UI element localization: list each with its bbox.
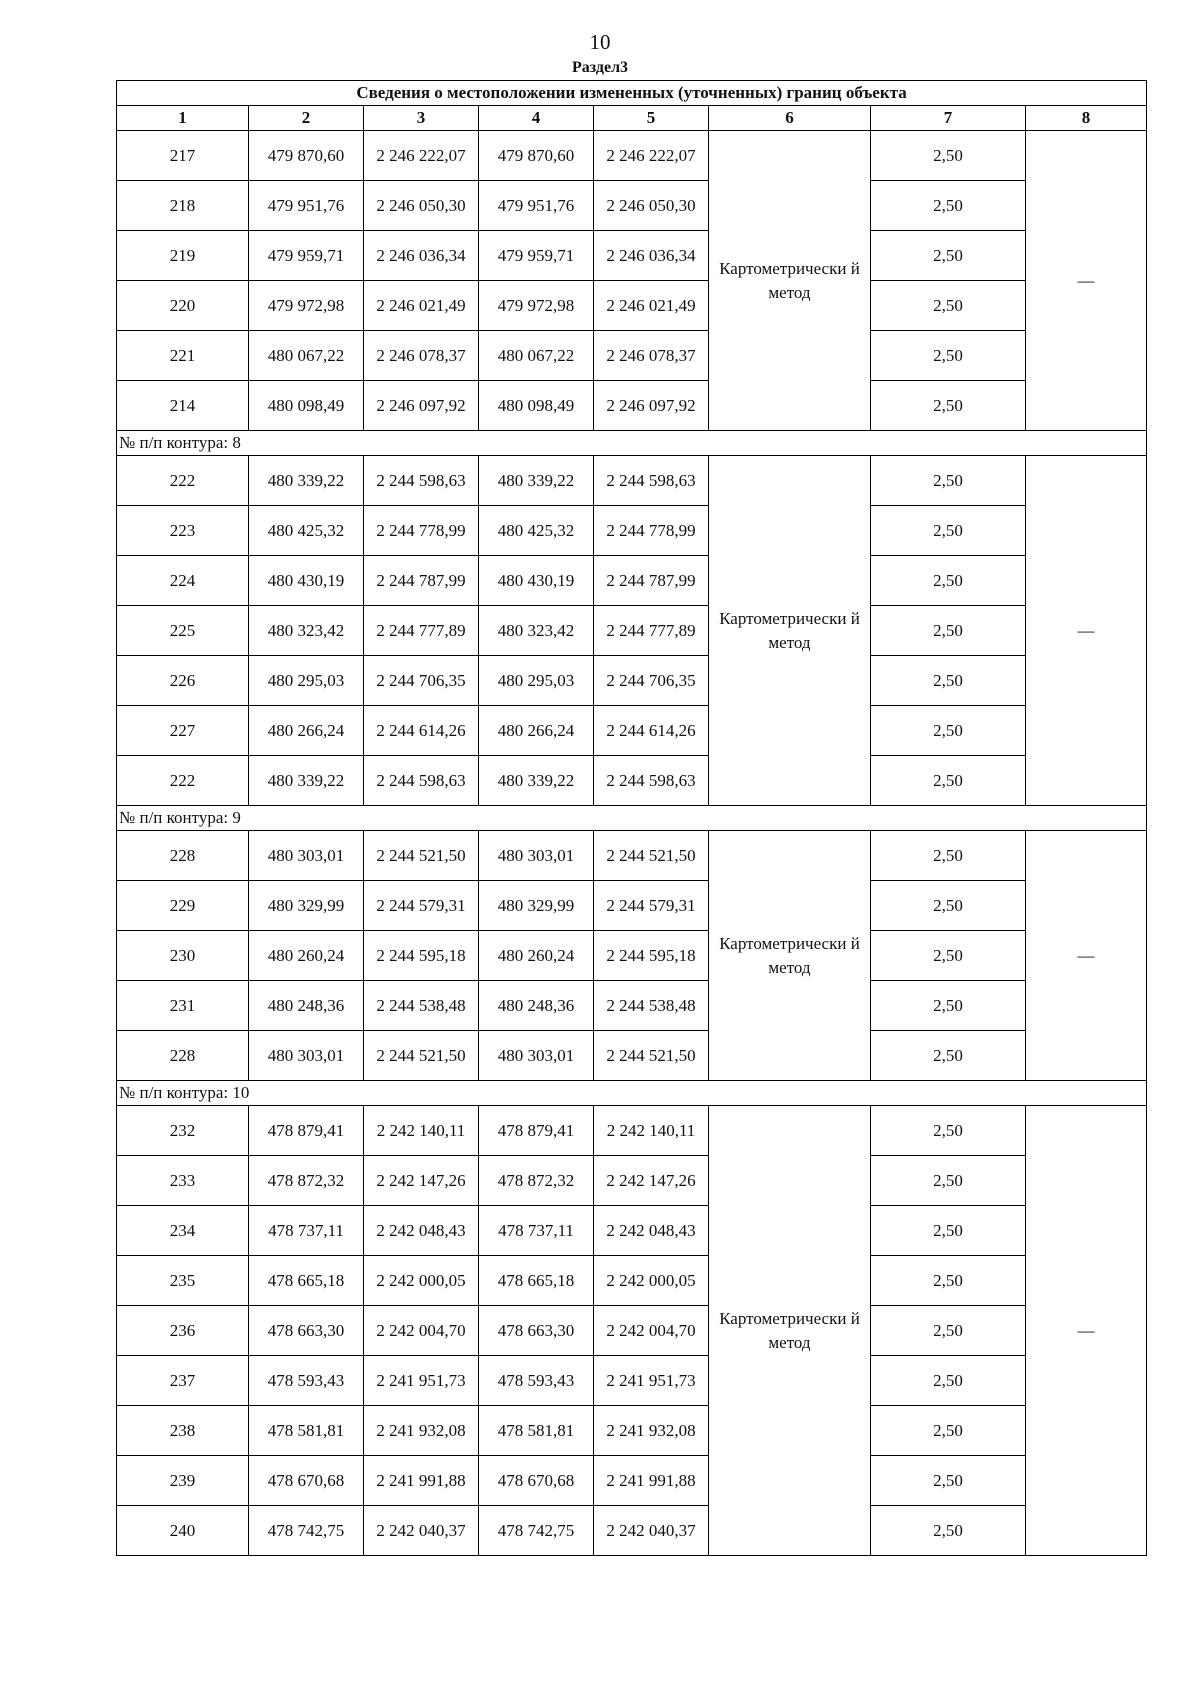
x-coordinate-new: 480 323,42 [479, 606, 594, 656]
point-number: 222 [117, 756, 249, 806]
table-row [117, 1506, 1147, 1556]
x-coordinate-new: 478 879,41 [479, 1106, 594, 1156]
table-row [117, 1456, 1147, 1506]
column-header: 7 [871, 106, 1026, 131]
table-row [117, 1306, 1147, 1356]
point-number: 231 [117, 981, 249, 1031]
contour-label-row [117, 431, 1147, 456]
table-row [117, 506, 1147, 556]
x-coordinate: 479 870,60 [249, 131, 364, 181]
point-number: 228 [117, 831, 249, 881]
x-coordinate-new: 479 959,71 [479, 231, 594, 281]
y-coordinate-new: 2 244 778,99 [594, 506, 709, 556]
column-8-dash: — [1026, 831, 1147, 1081]
x-coordinate-new: 480 067,22 [479, 331, 594, 381]
x-coordinate: 480 430,19 [249, 556, 364, 606]
x-coordinate: 478 593,43 [249, 1356, 364, 1406]
y-coordinate-new: 2 241 951,73 [594, 1356, 709, 1406]
point-number: 222 [117, 456, 249, 506]
x-coordinate-new: 480 295,03 [479, 656, 594, 706]
method-cell: Картометрически й метод [709, 131, 871, 431]
table-body [117, 81, 1147, 1556]
column-header: 4 [479, 106, 594, 131]
y-coordinate: 2 244 598,63 [364, 456, 479, 506]
y-coordinate: 2 246 078,37 [364, 331, 479, 381]
table-row [117, 1156, 1147, 1206]
x-coordinate-new: 480 260,24 [479, 931, 594, 981]
y-coordinate-new: 2 244 521,50 [594, 1031, 709, 1081]
precision-value: 2,50 [871, 1456, 1026, 1506]
x-coordinate-new: 480 266,24 [479, 706, 594, 756]
table-row [117, 181, 1147, 231]
x-coordinate: 480 098,49 [249, 381, 364, 431]
table-row [117, 656, 1147, 706]
y-coordinate: 2 244 614,26 [364, 706, 479, 756]
point-number: 233 [117, 1156, 249, 1206]
table-row [117, 881, 1147, 931]
point-number: 234 [117, 1206, 249, 1256]
x-coordinate: 480 260,24 [249, 931, 364, 981]
precision-value: 2,50 [871, 1356, 1026, 1406]
precision-value: 2,50 [871, 456, 1026, 506]
y-coordinate: 2 242 000,05 [364, 1256, 479, 1306]
y-coordinate-new: 2 242 140,11 [594, 1106, 709, 1156]
column-header: 1 [117, 106, 249, 131]
y-coordinate: 2 244 706,35 [364, 656, 479, 706]
x-coordinate: 478 742,75 [249, 1506, 364, 1556]
precision-value: 2,50 [871, 181, 1026, 231]
column-header: 3 [364, 106, 479, 131]
x-coordinate: 478 670,68 [249, 1456, 364, 1506]
point-number: 214 [117, 381, 249, 431]
x-coordinate: 480 266,24 [249, 706, 364, 756]
y-coordinate-new: 2 246 021,49 [594, 281, 709, 331]
point-number: 221 [117, 331, 249, 381]
table-title: Сведения о местоположении измененных (уточненных) границ объекта [117, 81, 1147, 106]
method-cell: Картометрически й метод [709, 831, 871, 1081]
table-row [117, 331, 1147, 381]
precision-value: 2,50 [871, 706, 1026, 756]
precision-value: 2,50 [871, 231, 1026, 281]
point-number: 226 [117, 656, 249, 706]
point-number: 235 [117, 1256, 249, 1306]
y-coordinate-new: 2 244 538,48 [594, 981, 709, 1031]
column-header: 6 [709, 106, 871, 131]
point-number: 236 [117, 1306, 249, 1356]
x-coordinate: 480 339,22 [249, 456, 364, 506]
column-8-dash: — [1026, 131, 1147, 431]
y-coordinate: 2 244 538,48 [364, 981, 479, 1031]
precision-value: 2,50 [871, 931, 1026, 981]
coordinates-table [116, 80, 1147, 1556]
table-row [117, 1356, 1147, 1406]
x-coordinate-new: 480 303,01 [479, 831, 594, 881]
precision-value: 2,50 [871, 506, 1026, 556]
x-coordinate: 479 972,98 [249, 281, 364, 331]
y-coordinate: 2 244 579,31 [364, 881, 479, 931]
x-coordinate-new: 478 742,75 [479, 1506, 594, 1556]
point-number: 240 [117, 1506, 249, 1556]
x-coordinate: 478 879,41 [249, 1106, 364, 1156]
y-coordinate-new: 2 242 147,26 [594, 1156, 709, 1206]
table-row [117, 1031, 1147, 1081]
precision-value: 2,50 [871, 1106, 1026, 1156]
y-coordinate: 2 244 787,99 [364, 556, 479, 606]
x-coordinate: 480 323,42 [249, 606, 364, 656]
x-coordinate: 480 248,36 [249, 981, 364, 1031]
table-row [117, 1206, 1147, 1256]
y-coordinate: 2 242 004,70 [364, 1306, 479, 1356]
point-number: 238 [117, 1406, 249, 1456]
precision-value: 2,50 [871, 1406, 1026, 1456]
y-coordinate-new: 2 244 598,63 [594, 456, 709, 506]
precision-value: 2,50 [871, 131, 1026, 181]
x-coordinate: 480 067,22 [249, 331, 364, 381]
point-number: 223 [117, 506, 249, 556]
x-coordinate-new: 480 098,49 [479, 381, 594, 431]
y-coordinate-new: 2 242 000,05 [594, 1256, 709, 1306]
table-row [117, 1406, 1147, 1456]
y-coordinate: 2 244 777,89 [364, 606, 479, 656]
y-coordinate: 2 244 521,50 [364, 1031, 479, 1081]
point-number: 230 [117, 931, 249, 981]
page-number: 10 [589, 30, 611, 54]
x-coordinate-new: 479 951,76 [479, 181, 594, 231]
point-number: 220 [117, 281, 249, 331]
x-coordinate: 480 425,32 [249, 506, 364, 556]
precision-value: 2,50 [871, 881, 1026, 931]
x-coordinate-new: 479 972,98 [479, 281, 594, 331]
y-coordinate: 2 246 222,07 [364, 131, 479, 181]
y-coordinate: 2 244 598,63 [364, 756, 479, 806]
point-number: 224 [117, 556, 249, 606]
y-coordinate: 2 242 048,43 [364, 1206, 479, 1256]
contour-label: № п/п контура: 10 [117, 1081, 1147, 1106]
precision-value: 2,50 [871, 1306, 1026, 1356]
point-number: 229 [117, 881, 249, 931]
y-coordinate: 2 246 097,92 [364, 381, 479, 431]
column-8-dash: — [1026, 456, 1147, 806]
y-coordinate-new: 2 242 048,43 [594, 1206, 709, 1256]
table-row [117, 556, 1147, 606]
x-coordinate-new: 478 663,30 [479, 1306, 594, 1356]
x-coordinate: 478 665,18 [249, 1256, 364, 1306]
precision-value: 2,50 [871, 831, 1026, 881]
x-coordinate: 480 303,01 [249, 831, 364, 881]
contour-label: № п/п контура: 9 [117, 806, 1147, 831]
table-row [117, 981, 1147, 1031]
x-coordinate-new: 480 430,19 [479, 556, 594, 606]
y-coordinate-new: 2 241 991,88 [594, 1456, 709, 1506]
y-coordinate-new: 2 244 787,99 [594, 556, 709, 606]
column-8-dash: — [1026, 1106, 1147, 1556]
table-row [117, 1106, 1147, 1156]
point-number: 239 [117, 1456, 249, 1506]
precision-value: 2,50 [871, 1031, 1026, 1081]
column-header-row [117, 106, 1147, 131]
point-number: 219 [117, 231, 249, 281]
x-coordinate-new: 479 870,60 [479, 131, 594, 181]
y-coordinate: 2 246 036,34 [364, 231, 479, 281]
y-coordinate: 2 244 778,99 [364, 506, 479, 556]
x-coordinate-new: 480 303,01 [479, 1031, 594, 1081]
y-coordinate-new: 2 246 097,92 [594, 381, 709, 431]
x-coordinate-new: 478 670,68 [479, 1456, 594, 1506]
precision-value: 2,50 [871, 606, 1026, 656]
table-row [117, 756, 1147, 806]
table-row [117, 706, 1147, 756]
table-row [117, 131, 1147, 181]
y-coordinate-new: 2 242 040,37 [594, 1506, 709, 1556]
x-coordinate: 478 737,11 [249, 1206, 364, 1256]
precision-value: 2,50 [871, 281, 1026, 331]
y-coordinate: 2 241 991,88 [364, 1456, 479, 1506]
x-coordinate-new: 480 329,99 [479, 881, 594, 931]
y-coordinate-new: 2 244 777,89 [594, 606, 709, 656]
y-coordinate: 2 244 521,50 [364, 831, 479, 881]
section-title: Раздел3 [571, 59, 629, 76]
precision-value: 2,50 [871, 1206, 1026, 1256]
y-coordinate: 2 244 595,18 [364, 931, 479, 981]
method-cell: Картометрически й метод [709, 1106, 871, 1556]
x-coordinate: 480 339,22 [249, 756, 364, 806]
contour-label: № п/п контура: 8 [117, 431, 1147, 456]
x-coordinate: 480 295,03 [249, 656, 364, 706]
y-coordinate-new: 2 242 004,70 [594, 1306, 709, 1356]
point-number: 237 [117, 1356, 249, 1406]
x-coordinate-new: 480 339,22 [479, 756, 594, 806]
y-coordinate-new: 2 244 579,31 [594, 881, 709, 931]
table-row [117, 281, 1147, 331]
x-coordinate: 479 959,71 [249, 231, 364, 281]
x-coordinate-new: 480 339,22 [479, 456, 594, 506]
y-coordinate: 2 241 932,08 [364, 1406, 479, 1456]
y-coordinate-new: 2 241 932,08 [594, 1406, 709, 1456]
y-coordinate-new: 2 244 521,50 [594, 831, 709, 881]
column-header: 2 [249, 106, 364, 131]
y-coordinate-new: 2 246 036,34 [594, 231, 709, 281]
y-coordinate: 2 242 040,37 [364, 1506, 479, 1556]
precision-value: 2,50 [871, 656, 1026, 706]
x-coordinate: 478 663,30 [249, 1306, 364, 1356]
table-caption-row [117, 81, 1147, 106]
method-cell: Картометрически й метод [709, 456, 871, 806]
precision-value: 2,50 [871, 1256, 1026, 1306]
table-row [117, 231, 1147, 281]
point-number: 228 [117, 1031, 249, 1081]
x-coordinate-new: 480 248,36 [479, 981, 594, 1031]
x-coordinate-new: 478 665,18 [479, 1256, 594, 1306]
precision-value: 2,50 [871, 981, 1026, 1031]
contour-label-row [117, 806, 1147, 831]
y-coordinate: 2 246 050,30 [364, 181, 479, 231]
x-coordinate: 480 303,01 [249, 1031, 364, 1081]
y-coordinate: 2 246 021,49 [364, 281, 479, 331]
column-header: 5 [594, 106, 709, 131]
y-coordinate-new: 2 246 078,37 [594, 331, 709, 381]
y-coordinate: 2 241 951,73 [364, 1356, 479, 1406]
x-coordinate-new: 478 872,32 [479, 1156, 594, 1206]
y-coordinate-new: 2 244 614,26 [594, 706, 709, 756]
table-row [117, 381, 1147, 431]
precision-value: 2,50 [871, 331, 1026, 381]
precision-value: 2,50 [871, 756, 1026, 806]
table-row [117, 456, 1147, 506]
column-header: 8 [1026, 106, 1147, 131]
x-coordinate-new: 478 593,43 [479, 1356, 594, 1406]
table-row [117, 831, 1147, 881]
y-coordinate-new: 2 244 598,63 [594, 756, 709, 806]
y-coordinate-new: 2 244 706,35 [594, 656, 709, 706]
x-coordinate: 478 581,81 [249, 1406, 364, 1456]
y-coordinate-new: 2 246 222,07 [594, 131, 709, 181]
precision-value: 2,50 [871, 381, 1026, 431]
point-number: 232 [117, 1106, 249, 1156]
y-coordinate-new: 2 244 595,18 [594, 931, 709, 981]
precision-value: 2,50 [871, 1506, 1026, 1556]
y-coordinate-new: 2 246 050,30 [594, 181, 709, 231]
precision-value: 2,50 [871, 556, 1026, 606]
precision-value: 2,50 [871, 1156, 1026, 1206]
table-row [117, 606, 1147, 656]
x-coordinate-new: 478 581,81 [479, 1406, 594, 1456]
x-coordinate: 480 329,99 [249, 881, 364, 931]
point-number: 217 [117, 131, 249, 181]
point-number: 225 [117, 606, 249, 656]
point-number: 227 [117, 706, 249, 756]
point-number: 218 [117, 181, 249, 231]
contour-label-row [117, 1081, 1147, 1106]
table-row [117, 931, 1147, 981]
x-coordinate: 479 951,76 [249, 181, 364, 231]
x-coordinate: 478 872,32 [249, 1156, 364, 1206]
y-coordinate: 2 242 140,11 [364, 1106, 479, 1156]
y-coordinate: 2 242 147,26 [364, 1156, 479, 1206]
x-coordinate-new: 478 737,11 [479, 1206, 594, 1256]
table-row [117, 1256, 1147, 1306]
x-coordinate-new: 480 425,32 [479, 506, 594, 556]
